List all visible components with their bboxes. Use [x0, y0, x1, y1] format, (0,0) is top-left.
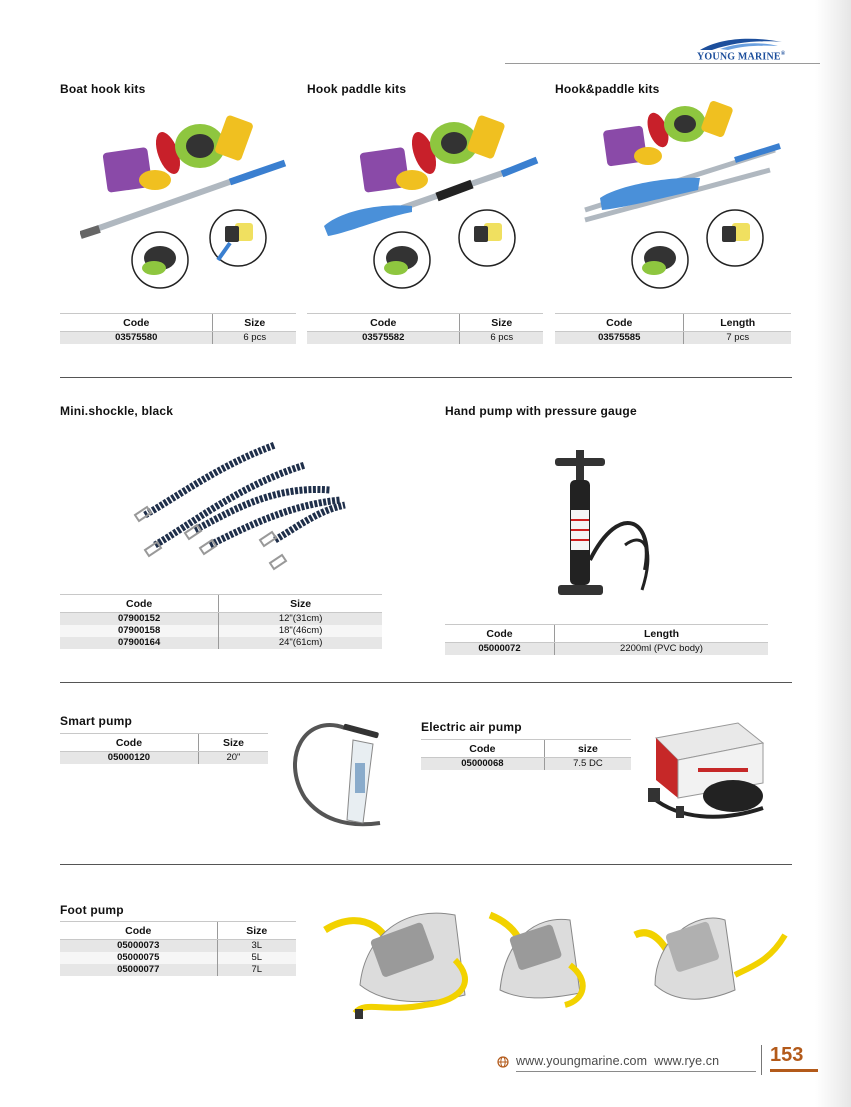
smart-pump-image — [285, 718, 400, 833]
footer-divider — [761, 1045, 762, 1075]
column-header: Length — [555, 625, 769, 643]
mini-shockle-title: Mini.shockle, black — [60, 404, 174, 418]
table-row: 05000120 20" — [60, 752, 268, 765]
foot-pump-image — [315, 905, 795, 1025]
boat-hook-kit-image — [80, 98, 300, 298]
table-row: 03575582 6 pcs — [307, 332, 543, 345]
column-header: Code — [60, 314, 213, 332]
globe-icon — [497, 1056, 509, 1068]
column-header: Size — [460, 314, 543, 332]
section-divider — [60, 377, 792, 378]
column-header: Size — [217, 922, 296, 940]
smart-pump-title: Smart pump — [60, 714, 133, 728]
hook-and-paddle-title: Hook&paddle kits — [555, 82, 660, 96]
boat-hook-title: Boat hook kits — [60, 82, 146, 96]
website-link-rye[interactable]: www.rye.cn — [654, 1054, 720, 1068]
hook-and-paddle-spec-table — [555, 313, 791, 344]
table-row: 07900164 24"(61cm) — [60, 637, 382, 649]
column-header: Code — [555, 314, 684, 332]
page-number: 153 — [770, 1044, 804, 1066]
column-header: Code — [60, 595, 219, 613]
mini-shockle-spec-table — [60, 594, 382, 649]
table-row: 05000075 5L — [60, 952, 296, 964]
page-number-underline — [770, 1069, 818, 1072]
column-header: Code — [60, 922, 217, 940]
column-header: Size — [213, 314, 296, 332]
column-header: Length — [684, 314, 791, 332]
electric-pump-spec-table — [421, 739, 631, 770]
website-link-youngmarine[interactable]: www.youngmarine.com — [516, 1054, 648, 1068]
hand-pump-title: Hand pump with pressure gauge — [445, 404, 637, 418]
hook-paddle-title: Hook paddle kits — [307, 82, 407, 96]
table-row: 07900152 12"(31cm) — [60, 613, 382, 626]
table-row: 05000072 2200ml (PVC body) — [445, 643, 768, 656]
table-row: 05000077 7L — [60, 964, 296, 976]
section-divider — [60, 682, 792, 683]
header-rule — [505, 63, 820, 64]
mini-shockle-image — [130, 435, 355, 580]
hand-pump-image — [550, 450, 670, 605]
hook-paddle-kit-image — [322, 98, 547, 298]
smart-pump-spec-table — [60, 733, 268, 764]
column-header: Code — [421, 740, 544, 758]
boat-hook-spec-table — [60, 313, 296, 344]
hook-and-paddle-kit-image — [580, 98, 790, 298]
foot-pump-spec-table — [60, 921, 296, 976]
table-row: 03575580 6 pcs — [60, 332, 296, 345]
table-row: 05000068 7.5 DC — [421, 758, 631, 771]
column-header: Size — [219, 595, 382, 613]
foot-pump-title: Foot pump — [60, 903, 124, 917]
table-row: 03575585 7 pcs — [555, 332, 791, 345]
footer-rule — [516, 1071, 756, 1072]
hand-pump-spec-table — [445, 624, 768, 655]
hook-paddle-spec-table — [307, 313, 543, 344]
section-divider — [60, 864, 792, 865]
table-row: 07900158 18"(46cm) — [60, 625, 382, 637]
page-edge-shade — [815, 0, 851, 1107]
footer-urls — [516, 1054, 719, 1068]
electric-pump-title: Electric air pump — [421, 720, 522, 734]
column-header: size — [544, 740, 631, 758]
column-header: Code — [60, 734, 198, 752]
column-header: Code — [445, 625, 555, 643]
electric-pump-image — [638, 718, 783, 830]
column-header: Size — [198, 734, 268, 752]
table-row: 05000073 3L — [60, 940, 296, 953]
column-header: Code — [307, 314, 460, 332]
brand-name: YOUNG MARINE® — [697, 51, 786, 63]
